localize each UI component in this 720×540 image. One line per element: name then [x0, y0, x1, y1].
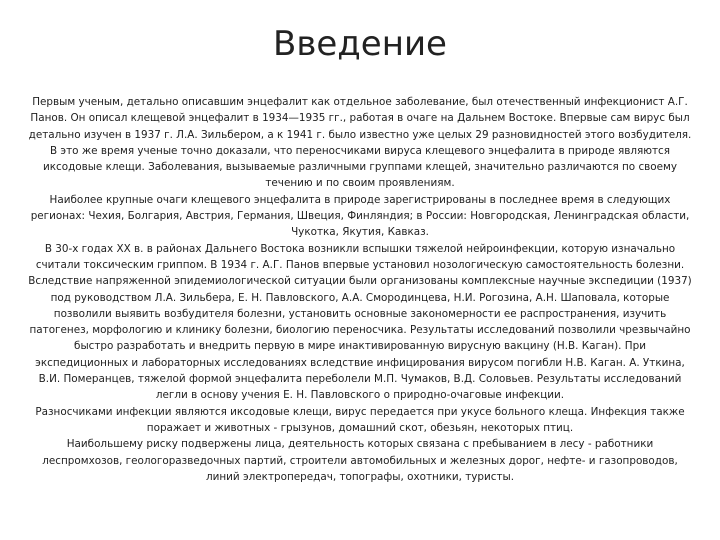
slide-title: Введение	[273, 24, 447, 64]
paragraph-research: В 30-х годах XX в. в районах Дальнего Востока возникли вспышки тяжелой нейроинфекции, которую изначально считали токсическим гриппом. В 1934 г. А.Г. Панов впервые установил нозологическую самостоятельность болезни. Вследствие напряженной эпидемиологической ситуации были организованы комплексные научные экспедиции (1937) под руководством Л.А. Зильбера, Е. Н. Павловского, А.А. Смородинцева, Н.И. Рогозина, А.Н. Шаповала, которые позволили выявить возбудителя болезни, установить основные закономерности ее распространения, изучить патогенез, морфологию и клинику болезни, биологию переносчика. Результаты исследований позволили чрезвычайно быстро разработать и внедрить первую в мире инактивированную вирусную вакцину (Н.В. Каган). При экспедиционных и лабораторных исследованиях вследствие инфицирования вирусом погибли Н.В. Каган. А. Уткина, В.И. Померанцев, тяжелой формой энцефалита переболели М.П. Чумаков, В.Д. Соловьев. Результаты исследований легли в основу учения Е. Н. Павловского о природно-очаговые инфекции.	[28, 242, 692, 402]
slide-body	[28, 94, 692, 485]
paragraph-vectors: Разносчиками инфекции являются иксодовые клещи, вирус передается при укусе больного клеща. Инфекция также поражает и животных - грызунов, домашний скот, обезьян, некоторых птиц.	[35, 405, 685, 434]
paragraph-regions: Наиболее крупные очаги клещевого энцефалита в природе зарегистрированы в последнее время в следующих регионах: Чехия, Болгария, Австрия, Германия, Швеция, Финляндия; в России: Новгородская, Ленинградская области, Чукотка, Якутия, Кавказ.	[30, 193, 690, 239]
paragraph-risk-groups: Наибольшему риску подвержены лица, деятельность которых связана с пребыванием в лесу - работники леспромхозов, геологоразведочных партий, строители автомобильных и железных дорог, нефте- и газопроводов, линий электропередач, топографы, охотники, туристы.	[42, 438, 678, 483]
paragraph-history: Первым ученым, детально описавшим энцефалит как отдельное заболевание, был отечественный инфекционист А.Г. Панов. Он описал клещевой энцефалит в 1934—1935 гг., работая в очаге на Дальнем Востоке. Впервые сам вирус был детально изучен в 1937 г. Л.А. Зильбером, а к 1941 г. было известно уже целых 29 разновидностей этого возбудителя. В это же время ученые точно доказали, что переносчиками вируса клещевого энцефалита в природе являются иксодовые клещи. Заболевания, вызываемые различными группами клещей, значительно различаются по своему течению и по своим проявлениям.	[28, 96, 692, 190]
